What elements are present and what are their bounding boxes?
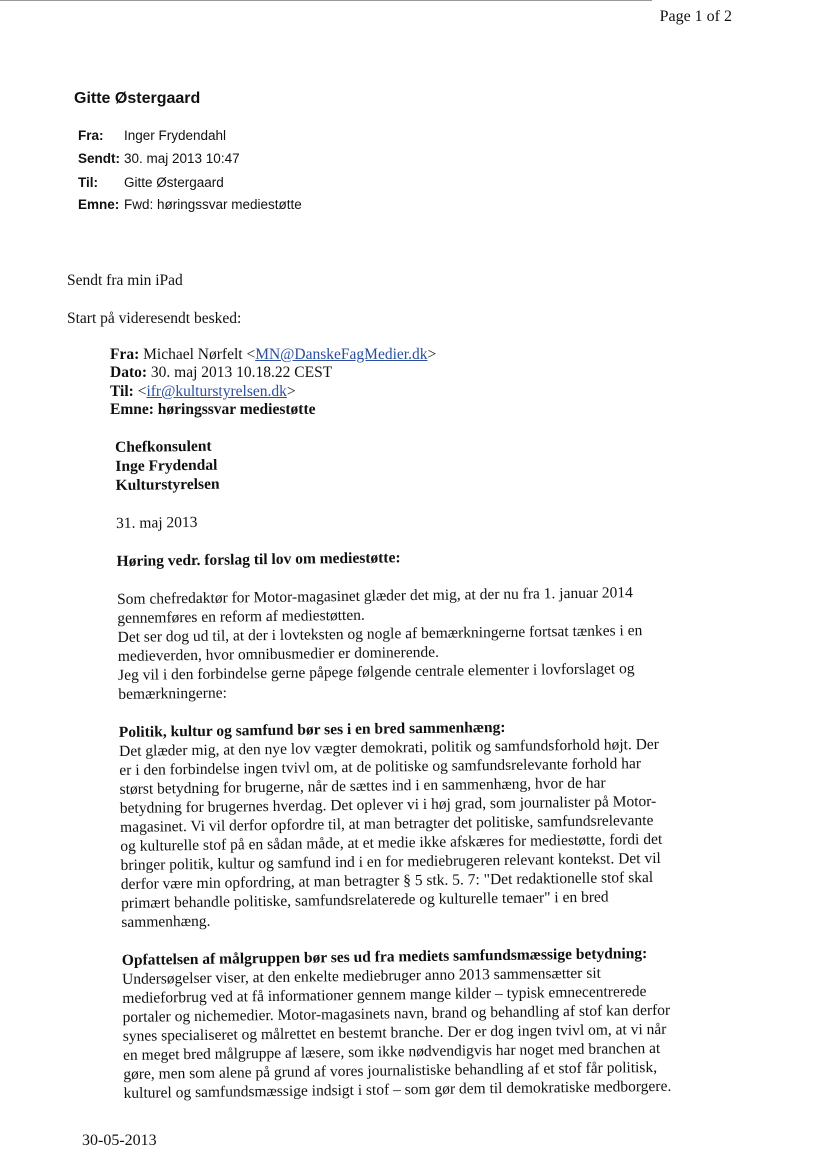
to-value: Gitte Østergaard (124, 175, 224, 190)
fwd-subject-label: Emne: (110, 401, 154, 418)
header-subject-row (78, 197, 302, 212)
intro-line: gennemføres en reform af mediestøtten. (117, 606, 365, 627)
section-line: magasinet. Vi vil derfor opfordre til, at man betragter det politiske, samfundsrelevante (119, 811, 654, 836)
section-line: medieforbrug ved at få informationer gennem mange kilder – typisk emnecentrerede (122, 983, 647, 1007)
header-from-row (78, 128, 226, 143)
intro-line: Som chefredaktør for Motor-magasinet glæder det mig, at der nu fra 1. januar 2014 (117, 584, 633, 608)
header-divider (0, 0, 652, 1)
sent-label: Sendt: (78, 151, 120, 166)
page-number: Page 1 of 2 (659, 8, 732, 25)
sent-value: 30. maj 2013 10:47 (124, 151, 240, 166)
forward-intro: Start på videresendt besked: (67, 310, 242, 327)
fwd-from-name: Michael Nørfelt (143, 346, 243, 363)
section-line: en meget bred målgruppe af læsere, som ikke nødvendigvis har noget med branchen at (122, 1039, 661, 1064)
section-line: sammenhæng. (121, 912, 211, 931)
intro-line: Jeg vil i den forbindelse gerne påpege følgende centrale elementer i lovforslaget og (117, 660, 635, 684)
section-maalgruppe (122, 943, 724, 1103)
section-line: gøre, men som alene på grund af vores journalistiske behandling af et stof får politisk, (123, 1058, 658, 1083)
fwd-to-row: Til: <ifr@kulturstyrelsen.dk> (110, 383, 296, 400)
fwd-to-label: Til: (110, 383, 134, 400)
from-label: Fra: (78, 128, 104, 143)
section-line: Undersøgelser viser, at den enkelte mediebruger anno 2013 sammensætter sit (121, 964, 602, 988)
section-line: bringer politik, kultur og samfund ind i en for mediebrugeren relevant kontekst. Det vil (120, 849, 661, 874)
fwd-date-value: 30. maj 2013 10.18.22 CEST (150, 364, 333, 381)
sender-name: Gitte Østergaard (74, 90, 201, 107)
fwd-from-label: Fra: (110, 346, 140, 363)
letter-heading: Høring vedr. forslag til lov om mediestøtte: (116, 549, 401, 570)
section-line: derfor være min opfordring, at man betragter § 5 stk. 5. 7: "Det redaktionelle stof skal (120, 868, 654, 893)
fwd-from-email-link[interactable]: MN@DanskeFagMedier.dk (255, 346, 428, 363)
intro-line: medieverden, hvor omnibusmedier er dominerende. (117, 643, 440, 665)
section-line: er i den forbindelse ingen tvivl om, at de politiske og samfundsrelevante forhold har (119, 755, 642, 779)
section-line: portaler og nichemedier. Motor-magasinets navn, brand og behandling af stof kan derfor (122, 1001, 671, 1026)
section-line: størst betydning for brugerne, når de sættes ind i en sammenhæng, hvor de har (119, 774, 606, 798)
recipient-block (115, 430, 716, 495)
section-politik (119, 715, 722, 932)
section-line: betydning for brugernes hverdag. Det oplever vi i høj grad, som journalister på Motor- (119, 792, 657, 817)
fwd-subject-row (110, 401, 316, 419)
header-to-row (78, 175, 224, 190)
header-sent-row (78, 151, 240, 166)
section-heading: Opfattelsen af målgruppen bør ses ud fra mediets samfundsmæssige betydning: (121, 945, 648, 969)
intro-paragraph (117, 582, 718, 704)
fwd-subject-value: høringssvar mediestøtte (157, 401, 316, 418)
fwd-to-email-link[interactable]: ifr@kulturstyrelsen.dk (146, 383, 287, 400)
recipient-name: Inge Frydendal (115, 456, 218, 475)
intro-line: bemærkningerne: (118, 684, 227, 703)
recipient-title: Chefkonsulent (115, 437, 212, 456)
letter-body (115, 430, 724, 1103)
section-line: kulturel og samfundsmæssige indsigt i stof – som gør dem til demokratiske medborgere. (123, 1077, 672, 1102)
sent-from-line: Sendt fra min iPad (67, 272, 183, 289)
section-line: og kulturelle stof på en sådan måde, at et medie ikke afskæres for mediestøtte, fordi det (120, 830, 663, 855)
fwd-date-label: Dato: (110, 364, 148, 381)
section-line: synes specialiseret og målrettet en bestemt branche. Der er dog ingen tvivl om, at vi når (122, 1020, 667, 1045)
footer-date: 30-05-2013 (82, 1132, 157, 1149)
intro-line: Det ser dog ud til, at der i lovteksten og nogle af bemærkningerne fortsat tænkes i en (117, 622, 643, 646)
subject-value: Fwd: høringssvar mediestøtte (124, 197, 302, 212)
to-label: Til: (78, 175, 98, 190)
recipient-org: Kulturstyrelsen (115, 475, 220, 494)
letter-date: 31. maj 2013 (116, 513, 198, 532)
subject-label: Emne: (78, 197, 120, 212)
section-line: primært behandle politiske, samfundsrelaterede og kulturelle temaer" i en bred (120, 888, 609, 912)
fwd-date-row (110, 364, 332, 382)
from-value: Inger Frydendahl (124, 128, 227, 143)
section-line: Det glæder mig, at den nye lov vægter demokrati, politik og samfundsforhold højt. Der (118, 735, 659, 760)
section-heading: Politik, kultur og samfund bør ses i en bred sammenhæng: (118, 718, 506, 741)
fwd-from-row: Fra: Michael Nørfelt <MN@DanskeFagMedier.dk> (110, 346, 437, 363)
